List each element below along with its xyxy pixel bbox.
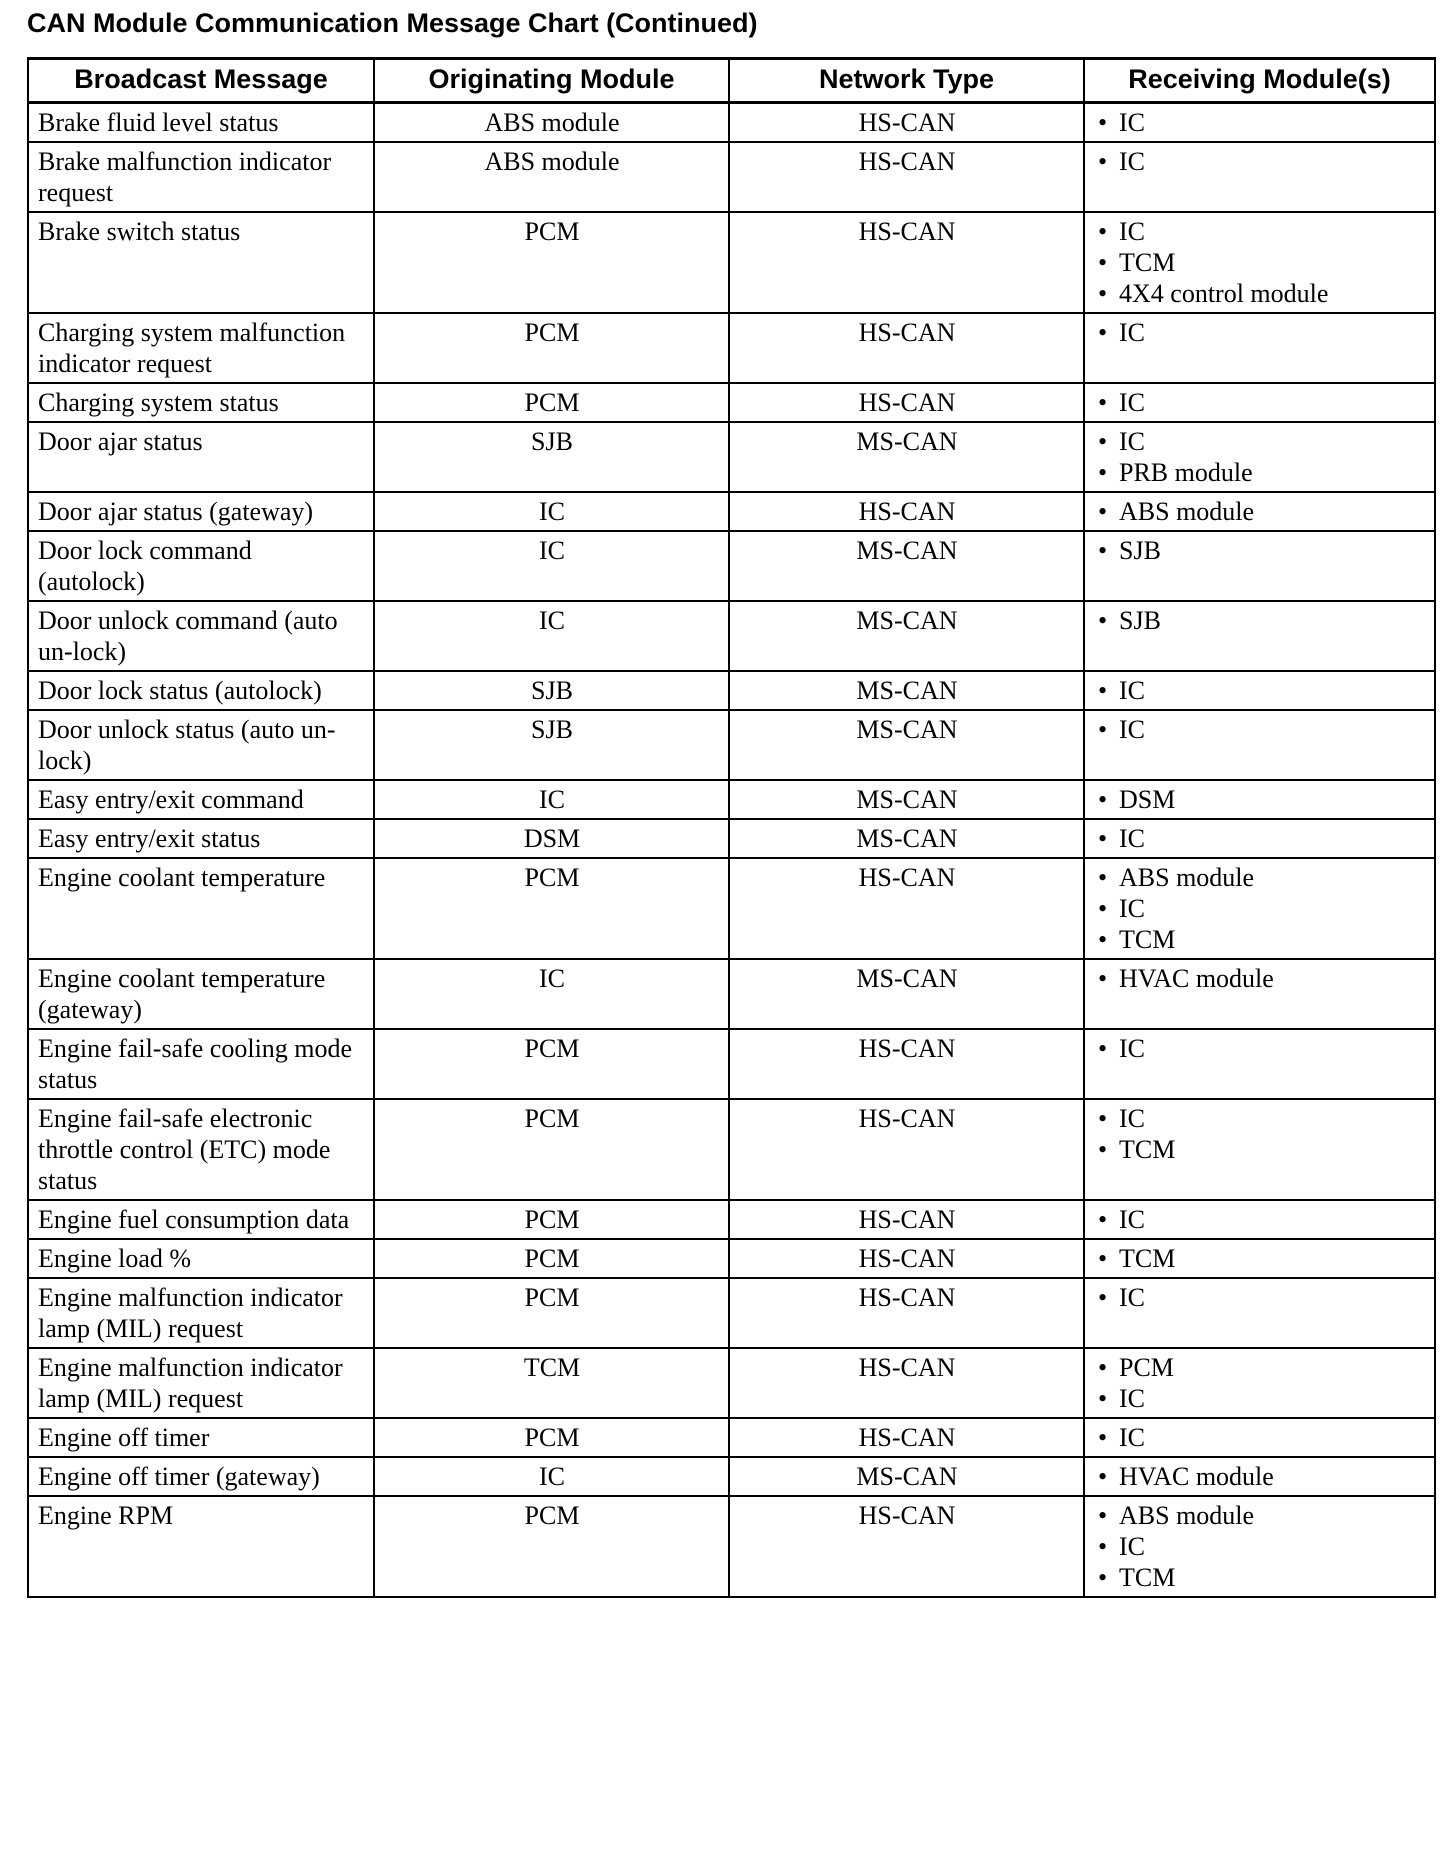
network-type-cell: MS-CAN: [729, 710, 1084, 780]
originating-module-cell: PCM: [374, 1099, 729, 1200]
receiving-modules-cell: [1084, 1029, 1435, 1099]
network-type-cell: MS-CAN: [729, 531, 1084, 601]
broadcast-message-cell: Engine fail-safe electronic throttle control (ETC) mode status: [28, 1099, 374, 1200]
network-type-cell: MS-CAN: [729, 422, 1084, 492]
network-type-cell: HS-CAN: [729, 1099, 1084, 1200]
table-row: [28, 1496, 1435, 1597]
network-type-cell: HS-CAN: [729, 383, 1084, 422]
originating-module-cell: PCM: [374, 383, 729, 422]
table-row: [28, 492, 1435, 531]
receiving-module-item: • IC: [1094, 1422, 1426, 1453]
originating-module-cell: IC: [374, 601, 729, 671]
receiving-modules-list: [1094, 823, 1426, 854]
originating-module-cell: ABS module: [374, 142, 729, 212]
receiving-modules-cell: [1084, 1200, 1435, 1239]
originating-module-cell: IC: [374, 780, 729, 819]
broadcast-message-cell: Engine fuel consumption data: [28, 1200, 374, 1239]
receiving-module-item: • IC: [1094, 1383, 1426, 1414]
receiving-modules-cell: [1084, 1457, 1435, 1496]
network-type-cell: HS-CAN: [729, 1348, 1084, 1418]
network-type-cell: MS-CAN: [729, 780, 1084, 819]
originating-module-cell: PCM: [374, 1496, 729, 1597]
receiving-modules-cell: [1084, 1418, 1435, 1457]
receiving-module-item: • TCM: [1094, 1562, 1426, 1593]
network-type-cell: MS-CAN: [729, 671, 1084, 710]
network-type-cell: HS-CAN: [729, 1278, 1084, 1348]
receiving-module-item: • ABS module: [1094, 862, 1426, 893]
header-row: [28, 59, 1435, 103]
broadcast-message-cell: Door ajar status: [28, 422, 374, 492]
receiving-modules-cell: [1084, 103, 1435, 143]
table-row: [28, 1418, 1435, 1457]
receiving-module-item: • IC: [1094, 107, 1426, 138]
receiving-modules-list: [1094, 1103, 1426, 1165]
originating-module-cell: PCM: [374, 858, 729, 959]
receiving-modules-list: [1094, 317, 1426, 348]
receiving-module-item: • IC: [1094, 1531, 1426, 1562]
table-row: [28, 780, 1435, 819]
receiving-modules-cell: [1084, 671, 1435, 710]
header-originating-module: Originating Module: [374, 59, 729, 103]
table-row: [28, 1239, 1435, 1278]
network-type-cell: HS-CAN: [729, 103, 1084, 143]
broadcast-message-cell: Door lock command (autolock): [28, 531, 374, 601]
receiving-modules-cell: [1084, 1278, 1435, 1348]
header-receiving-modules: Receiving Module(s): [1084, 59, 1435, 103]
receiving-modules-list: [1094, 1204, 1426, 1235]
receiving-modules-list: [1094, 963, 1426, 994]
receiving-modules-cell: [1084, 142, 1435, 212]
originating-module-cell: SJB: [374, 671, 729, 710]
receiving-modules-list: [1094, 1282, 1426, 1313]
receiving-module-item: • IC: [1094, 317, 1426, 348]
network-type-cell: MS-CAN: [729, 1457, 1084, 1496]
table-row: [28, 212, 1435, 313]
broadcast-message-cell: Engine RPM: [28, 1496, 374, 1597]
receiving-modules-list: [1094, 496, 1426, 527]
originating-module-cell: IC: [374, 531, 729, 601]
table-row: [28, 1457, 1435, 1496]
originating-module-cell: IC: [374, 1457, 729, 1496]
broadcast-message-cell: Door unlock command (auto un-lock): [28, 601, 374, 671]
receiving-module-item: • TCM: [1094, 924, 1426, 955]
receiving-module-item: • TCM: [1094, 1134, 1426, 1165]
originating-module-cell: PCM: [374, 212, 729, 313]
message-chart-table: [27, 57, 1436, 1598]
header-network-type: Network Type: [729, 59, 1084, 103]
receiving-module-item: • IC: [1094, 387, 1426, 418]
originating-module-cell: DSM: [374, 819, 729, 858]
receiving-module-item: • IC: [1094, 1204, 1426, 1235]
receiving-modules-list: [1094, 1500, 1426, 1593]
network-type-cell: MS-CAN: [729, 959, 1084, 1029]
broadcast-message-cell: Engine malfunction indicator lamp (MIL) request: [28, 1278, 374, 1348]
receiving-modules-list: [1094, 216, 1426, 309]
table-row: [28, 1348, 1435, 1418]
network-type-cell: HS-CAN: [729, 212, 1084, 313]
receiving-modules-cell: [1084, 601, 1435, 671]
receiving-modules-list: [1094, 1422, 1426, 1453]
receiving-module-item: • IC: [1094, 146, 1426, 177]
receiving-module-item: • SJB: [1094, 535, 1426, 566]
network-type-cell: MS-CAN: [729, 819, 1084, 858]
receiving-module-item: • IC: [1094, 1033, 1426, 1064]
receiving-module-item: • HVAC module: [1094, 963, 1426, 994]
receiving-module-item: • PCM: [1094, 1352, 1426, 1383]
page-title: CAN Module Communication Message Chart (Continued): [27, 8, 758, 38]
receiving-module-item: • IC: [1094, 1282, 1426, 1313]
broadcast-message-cell: Charging system malfunction indicator request: [28, 313, 374, 383]
table-row: [28, 1099, 1435, 1200]
receiving-module-item: • ABS module: [1094, 1500, 1426, 1531]
receiving-modules-list: [1094, 605, 1426, 636]
receiving-modules-cell: [1084, 1239, 1435, 1278]
network-type-cell: HS-CAN: [729, 1418, 1084, 1457]
receiving-modules-cell: [1084, 1496, 1435, 1597]
table-row: [28, 819, 1435, 858]
network-type-cell: HS-CAN: [729, 313, 1084, 383]
receiving-module-item: • TCM: [1094, 247, 1426, 278]
receiving-modules-list: [1094, 862, 1426, 955]
broadcast-message-cell: Engine malfunction indicator lamp (MIL) request: [28, 1348, 374, 1418]
table-row: [28, 1200, 1435, 1239]
table-row: [28, 710, 1435, 780]
broadcast-message-cell: Door ajar status (gateway): [28, 492, 374, 531]
table-row: [28, 1278, 1435, 1348]
network-type-cell: HS-CAN: [729, 492, 1084, 531]
originating-module-cell: IC: [374, 492, 729, 531]
receiving-modules-cell: [1084, 313, 1435, 383]
network-type-cell: HS-CAN: [729, 1496, 1084, 1597]
network-type-cell: MS-CAN: [729, 601, 1084, 671]
broadcast-message-cell: Brake malfunction indicator request: [28, 142, 374, 212]
broadcast-message-cell: Engine off timer: [28, 1418, 374, 1457]
table-row: [28, 671, 1435, 710]
receiving-modules-cell: [1084, 212, 1435, 313]
table-row: [28, 142, 1435, 212]
network-type-cell: HS-CAN: [729, 858, 1084, 959]
receiving-module-item: • IC: [1094, 714, 1426, 745]
table-row: [28, 959, 1435, 1029]
receiving-modules-cell: [1084, 531, 1435, 601]
broadcast-message-cell: Engine off timer (gateway): [28, 1457, 374, 1496]
receiving-modules-list: [1094, 1352, 1426, 1414]
receiving-modules-list: [1094, 1243, 1426, 1274]
table-body: [28, 103, 1435, 1598]
table-row: [28, 858, 1435, 959]
originating-module-cell: PCM: [374, 1029, 729, 1099]
originating-module-cell: TCM: [374, 1348, 729, 1418]
originating-module-cell: SJB: [374, 422, 729, 492]
receiving-modules-list: [1094, 1461, 1426, 1492]
receiving-module-item: • IC: [1094, 426, 1426, 457]
broadcast-message-cell: Easy entry/exit command: [28, 780, 374, 819]
receiving-modules-list: [1094, 146, 1426, 177]
originating-module-cell: ABS module: [374, 103, 729, 143]
receiving-modules-list: [1094, 107, 1426, 138]
receiving-modules-list: [1094, 714, 1426, 745]
receiving-modules-cell: [1084, 383, 1435, 422]
receiving-module-item: • SJB: [1094, 605, 1426, 636]
network-type-cell: HS-CAN: [729, 1200, 1084, 1239]
receiving-modules-list: [1094, 387, 1426, 418]
receiving-module-item: • IC: [1094, 893, 1426, 924]
network-type-cell: HS-CAN: [729, 142, 1084, 212]
receiving-modules-list: [1094, 1033, 1426, 1064]
originating-module-cell: PCM: [374, 1278, 729, 1348]
table-row: [28, 601, 1435, 671]
originating-module-cell: PCM: [374, 1200, 729, 1239]
table-row: [28, 103, 1435, 143]
broadcast-message-cell: Easy entry/exit status: [28, 819, 374, 858]
receiving-module-item: • IC: [1094, 675, 1426, 706]
header-broadcast-message: Broadcast Message: [28, 59, 374, 103]
receiving-modules-cell: [1084, 422, 1435, 492]
table-row: [28, 422, 1435, 492]
receiving-modules-cell: [1084, 1099, 1435, 1200]
receiving-modules-list: [1094, 675, 1426, 706]
table-row: [28, 383, 1435, 422]
table-row: [28, 313, 1435, 383]
table-row: [28, 1029, 1435, 1099]
receiving-module-item: • IC: [1094, 1103, 1426, 1134]
broadcast-message-cell: Door unlock status (auto un-lock): [28, 710, 374, 780]
receiving-modules-cell: [1084, 819, 1435, 858]
receiving-module-item: • HVAC module: [1094, 1461, 1426, 1492]
receiving-modules-cell: [1084, 780, 1435, 819]
broadcast-message-cell: Engine coolant temperature: [28, 858, 374, 959]
receiving-module-item: • IC: [1094, 823, 1426, 854]
originating-module-cell: PCM: [374, 1239, 729, 1278]
receiving-modules-cell: [1084, 1348, 1435, 1418]
table-row: [28, 531, 1435, 601]
broadcast-message-cell: Engine load %: [28, 1239, 374, 1278]
receiving-modules-list: [1094, 426, 1426, 488]
receiving-module-item: • TCM: [1094, 1243, 1426, 1274]
originating-module-cell: PCM: [374, 1418, 729, 1457]
broadcast-message-cell: Charging system status: [28, 383, 374, 422]
originating-module-cell: PCM: [374, 313, 729, 383]
originating-module-cell: IC: [374, 959, 729, 1029]
originating-module-cell: SJB: [374, 710, 729, 780]
network-type-cell: HS-CAN: [729, 1029, 1084, 1099]
receiving-modules-cell: [1084, 858, 1435, 959]
network-type-cell: HS-CAN: [729, 1239, 1084, 1278]
broadcast-message-cell: Brake switch status: [28, 212, 374, 313]
broadcast-message-cell: Door lock status (autolock): [28, 671, 374, 710]
receiving-modules-list: [1094, 784, 1426, 815]
receiving-modules-cell: [1084, 492, 1435, 531]
receiving-modules-cell: [1084, 959, 1435, 1029]
receiving-modules-list: [1094, 535, 1426, 566]
receiving-module-item: • DSM: [1094, 784, 1426, 815]
receiving-module-item: • ABS module: [1094, 496, 1426, 527]
broadcast-message-cell: Engine coolant temperature (gateway): [28, 959, 374, 1029]
broadcast-message-cell: Engine fail-safe cooling mode status: [28, 1029, 374, 1099]
receiving-module-item: • IC: [1094, 216, 1426, 247]
receiving-module-item: • PRB module: [1094, 457, 1426, 488]
broadcast-message-cell: Brake fluid level status: [28, 103, 374, 143]
receiving-module-item: • 4X4 control module: [1094, 278, 1426, 309]
receiving-modules-cell: [1084, 710, 1435, 780]
